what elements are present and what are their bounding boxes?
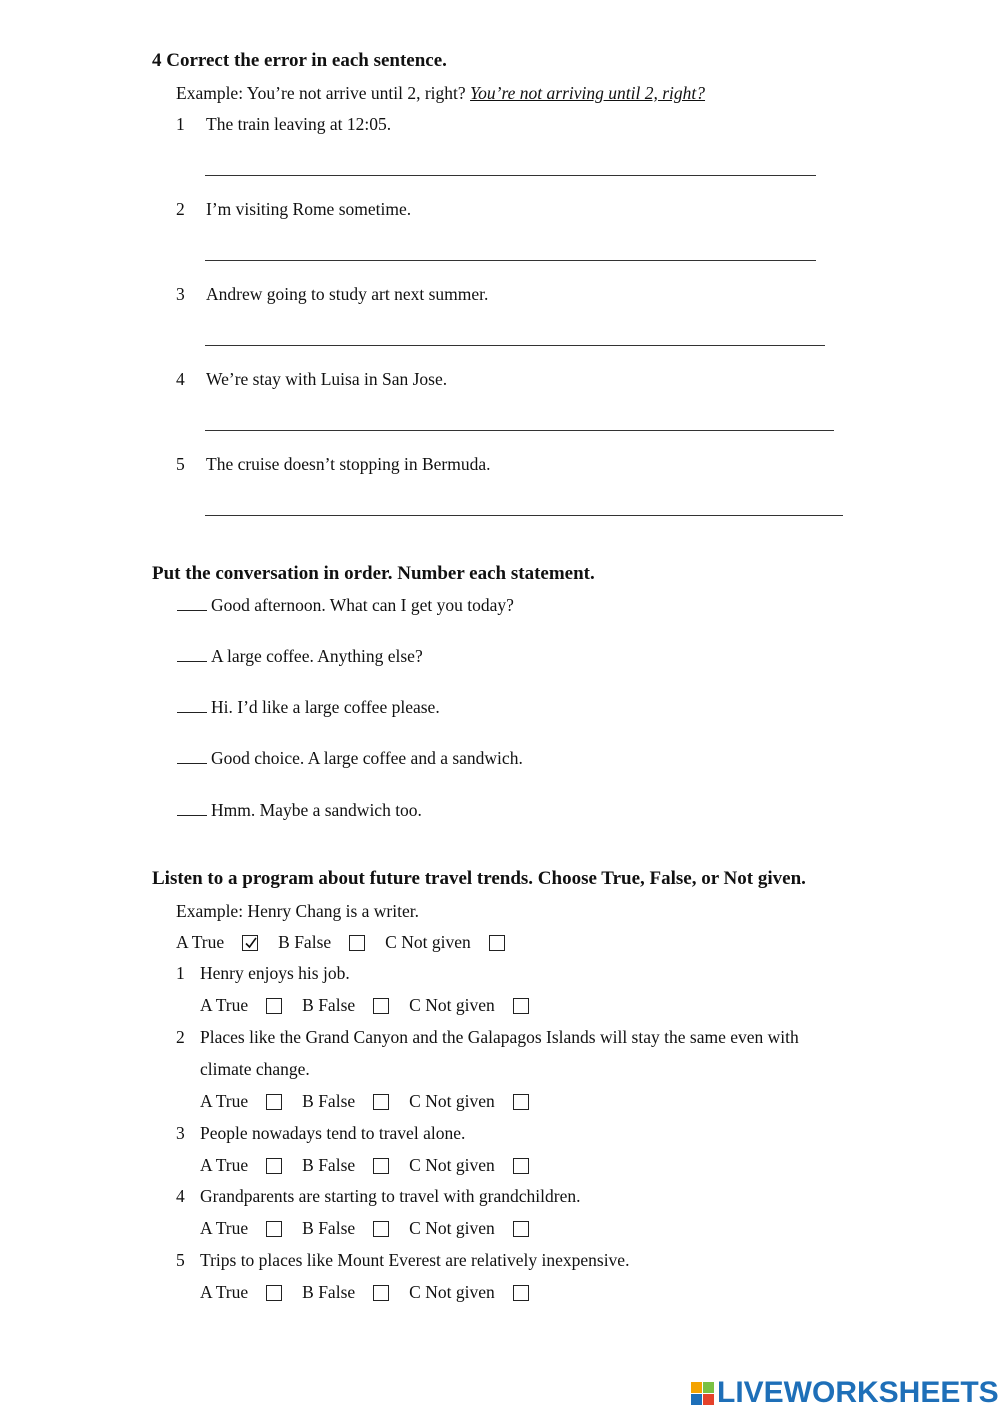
checkbox[interactable] [373, 1221, 389, 1237]
tf-item-4-statement: Grandparents are starting to travel with grandchildren. [200, 1186, 581, 1206]
option-true: A True [200, 995, 282, 1016]
checkbox[interactable] [513, 1158, 529, 1174]
option-not-given: C Not given [409, 1091, 529, 1112]
section-3-title: Listen to a program about future travel trends. Choose True, False, or Not given. [152, 868, 806, 889]
item-4-number: 4 [176, 369, 185, 389]
tf-item-5-statement: Trips to places like Mount Everest are relatively inexpensive. [200, 1250, 630, 1270]
item-5-number: 5 [176, 454, 185, 474]
item-3-number: 3 [176, 284, 185, 304]
checkbox[interactable] [266, 1285, 282, 1301]
checkbox[interactable] [266, 1094, 282, 1110]
conversation-statement [177, 798, 422, 821]
section-2-title: Put the conversation in order. Number each statement. [152, 563, 595, 584]
checkbox[interactable] [373, 1285, 389, 1301]
option-false: B False [302, 995, 389, 1016]
tf-item-5-options [200, 1282, 549, 1303]
tf-item-1-options [200, 995, 549, 1016]
answer-line-2[interactable] [205, 260, 816, 261]
option-true: A True [176, 932, 258, 953]
conversation-statement [177, 695, 440, 718]
option-not-given: C Not given [409, 995, 529, 1016]
statement-text: Good choice. A large coffee and a sandwich. [211, 748, 523, 768]
option-not-given: C Not given [409, 1282, 529, 1303]
section-3-example: Example: Henry Chang is a writer. [176, 901, 419, 921]
checkbox[interactable] [513, 1221, 529, 1237]
option-not-given: C Not given [385, 932, 505, 953]
order-number-blank-4[interactable] [177, 746, 207, 764]
order-number-blank-3[interactable] [177, 695, 207, 713]
tf-item-3-statement: People nowadays tend to travel alone. [200, 1123, 466, 1143]
checkbox[interactable] [373, 1158, 389, 1174]
checkbox[interactable] [489, 935, 505, 951]
example-sentence: Example: You’re not arrive until 2, right? [176, 83, 466, 103]
tf-item-2-statement: Places like the Grand Canyon and the Galapagos Islands will stay the same even with [200, 1027, 799, 1047]
liveworksheets-logo [691, 1376, 999, 1410]
option-not-given: C Not given [409, 1155, 529, 1176]
statement-text: A large coffee. Anything else? [211, 646, 423, 666]
tf-item-2-statement-cont: climate change. [200, 1059, 310, 1079]
statement-text: Good afternoon. What can I get you today? [211, 595, 514, 615]
tf-item-2-number: 2 [176, 1027, 185, 1047]
tf-item-4-options [200, 1218, 549, 1239]
option-false: B False [302, 1091, 389, 1112]
item-5-sentence: The cruise doesn’t stopping in Bermuda. [206, 454, 491, 474]
item-1-sentence: The train leaving at 12:05. [206, 114, 392, 134]
order-number-blank-1[interactable] [177, 593, 207, 611]
option-not-given: C Not given [409, 1218, 529, 1239]
tf-item-4-number: 4 [176, 1186, 185, 1206]
conversation-statement [177, 593, 514, 616]
checkbox[interactable] [266, 998, 282, 1014]
checkbox[interactable] [266, 1221, 282, 1237]
option-false: B False [302, 1282, 389, 1303]
checkbox[interactable] [513, 1094, 529, 1110]
option-false: B False [278, 932, 365, 953]
statement-text: Hi. I’d like a large coffee please. [211, 697, 440, 717]
option-true: A True [200, 1155, 282, 1176]
item-2-sentence: I’m visiting Rome sometime. [206, 199, 412, 219]
logo-mark-icon [691, 1382, 714, 1405]
option-false: B False [302, 1155, 389, 1176]
item-4-sentence: We’re stay with Luisa in San Jose. [206, 369, 448, 389]
tf-item-2-options [200, 1091, 549, 1112]
item-3-sentence: Andrew going to study art next summer. [206, 284, 489, 304]
option-true: A True [200, 1282, 282, 1303]
example-options [176, 932, 525, 953]
statement-text: Hmm. Maybe a sandwich too. [211, 800, 422, 820]
item-1-number: 1 [176, 114, 185, 134]
checkbox[interactable] [513, 1285, 529, 1301]
answer-line-3[interactable] [205, 345, 825, 346]
conversation-statement [177, 746, 523, 769]
option-false: B False [302, 1218, 389, 1239]
conversation-statement [177, 644, 423, 667]
checkbox[interactable] [373, 1094, 389, 1110]
tf-item-3-options [200, 1155, 549, 1176]
tf-item-3-number: 3 [176, 1123, 185, 1143]
item-2-number: 2 [176, 199, 185, 219]
option-true: A True [200, 1218, 282, 1239]
example-answer: You’re not arriving until 2, right? [470, 83, 706, 103]
section-1-example [176, 83, 705, 104]
answer-line-4[interactable] [205, 430, 834, 431]
checked-checkbox-icon[interactable] [242, 935, 258, 951]
checkbox[interactable] [513, 998, 529, 1014]
section-1-title: 4 Correct the error in each sentence. [152, 50, 447, 71]
tf-item-1-number: 1 [176, 963, 185, 983]
tf-item-1-statement: Henry enjoys his job. [200, 963, 350, 983]
option-true: A True [200, 1091, 282, 1112]
order-number-blank-2[interactable] [177, 644, 207, 662]
order-number-blank-5[interactable] [177, 798, 207, 816]
logo-text: LIVEWORKSHEETS [717, 1376, 999, 1409]
tf-item-5-number: 5 [176, 1250, 185, 1270]
answer-line-1[interactable] [205, 175, 816, 176]
checkbox[interactable] [373, 998, 389, 1014]
checkbox[interactable] [266, 1158, 282, 1174]
checkbox[interactable] [349, 935, 365, 951]
answer-line-5[interactable] [205, 515, 843, 516]
